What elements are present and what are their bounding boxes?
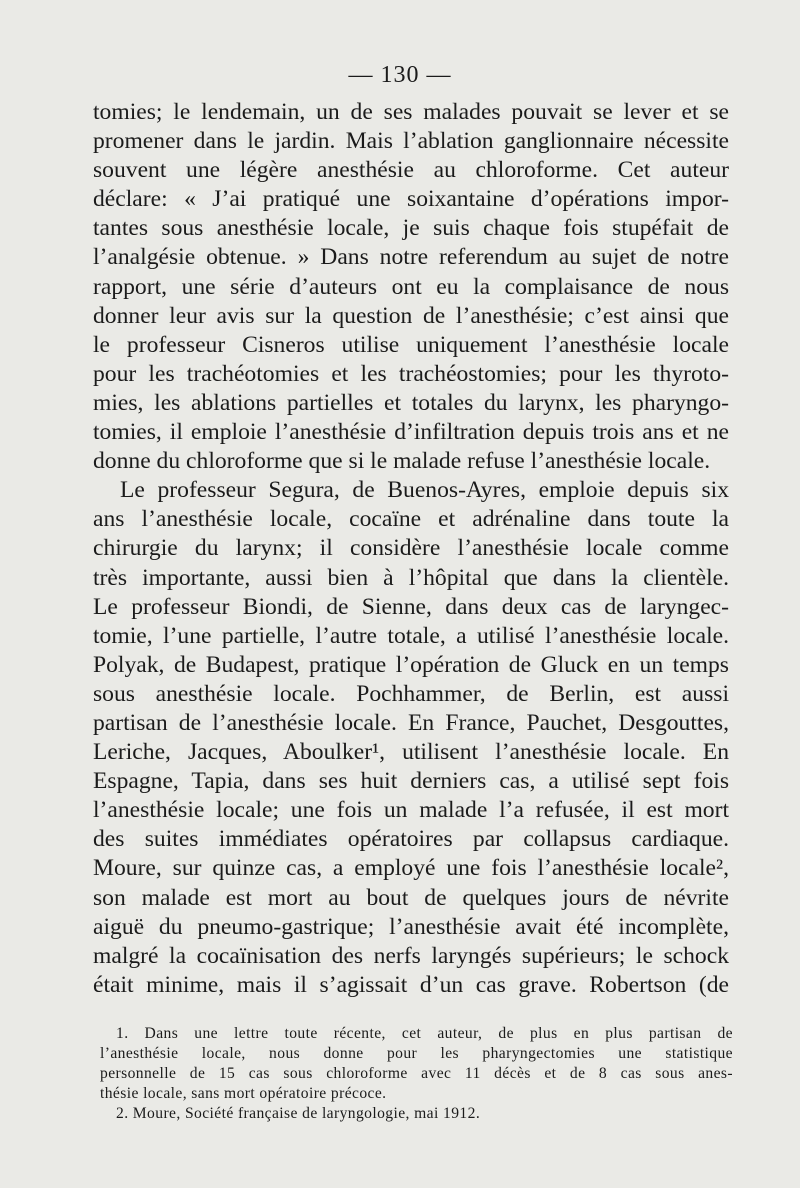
footnote-line: 2. Moure, Société française de laryngologie, mai 1912. bbox=[116, 1105, 481, 1122]
text-line: donne du chloroforme que si le malade refuse l’anesthésie locale. bbox=[93, 448, 711, 475]
footnote-line: personnelle de 15 cas sous chloroforme avec 11 décès et de 8 cas sous anes- bbox=[100, 1065, 733, 1082]
text-line: des suites immédiates opératoires par collapsus cardiaque. bbox=[93, 826, 729, 853]
text-line: ans l’anesthésie locale, cocaïne et adrénaline dans toute la bbox=[93, 506, 729, 533]
text-line: l’analgésie obtenue. » Dans notre referendum au sujet de notre bbox=[93, 244, 729, 271]
body-text bbox=[93, 98, 729, 1000]
text-line: donner leur avis sur la question de l’anesthésie; c’est ainsi que bbox=[93, 302, 729, 329]
text-line: Moure, sur quinze cas, a employé une fois l’anesthésie locale², bbox=[93, 855, 729, 882]
text-line: Polyak, de Budapest, pratique l’opération de Gluck en un temps bbox=[93, 651, 729, 678]
text-line: était minime, mais il s’agissait d’un cas grave. Robertson (de bbox=[93, 971, 729, 998]
footnote-line: thésie locale, sans mort opératoire précoce. bbox=[100, 1085, 387, 1102]
text-line: tomies, il emploie l’anesthésie d’infiltration depuis trois ans et ne bbox=[93, 419, 729, 446]
text-line: Leriche, Jacques, Aboulker¹, utilisent l’anesthésie locale. En bbox=[93, 739, 729, 766]
text-line: rapport, une série d’auteurs ont eu la complaisance de nous bbox=[93, 273, 729, 300]
text-line: chirurgie du larynx; il considère l’anesthésie locale comme bbox=[93, 535, 729, 562]
text-line: aiguë du pneumo-gastrique; l’anesthésie avait été incomplète, bbox=[93, 913, 729, 940]
page-number: — 130 — bbox=[348, 62, 452, 88]
text-line: déclare: « J’ai pratiqué une soixantaine d’opérations impor- bbox=[93, 186, 729, 213]
text-line: Espagne, Tapia, dans ses huit derniers cas, a utilisé sept fois bbox=[93, 768, 729, 795]
text-line: très importante, aussi bien à l’hôpital que dans la clientèle. bbox=[93, 564, 729, 591]
text-line: sous anesthésie locale. Pochhammer, de Berlin, est aussi bbox=[93, 680, 729, 707]
footnote-line: l’anesthésie locale, nous donne pour les pharyngectomies une statistique bbox=[100, 1045, 733, 1062]
text-line: Le professeur Segura, de Buenos-Ayres, emploie depuis six bbox=[120, 477, 729, 504]
text-line: promener dans le jardin. Mais l’ablation ganglionnaire nécessite bbox=[93, 128, 729, 155]
text-line: malgré la cocaïnisation des nerfs laryngés supérieurs; le schock bbox=[93, 942, 729, 969]
text-line: tomies; le lendemain, un de ses malades pouvait se lever et se bbox=[93, 99, 729, 125]
text-line: mies, les ablations partielles et totales du larynx, les pharyngo- bbox=[93, 389, 729, 416]
text-line: pour les trachéotomies et les trachéostomies; pour les thyroto- bbox=[93, 360, 729, 387]
text-line: tantes sous anesthésie locale, je suis chaque fois stupéfait de bbox=[93, 215, 729, 242]
text-line: Le professeur Biondi, de Sienne, dans deux cas de laryngec- bbox=[93, 593, 729, 620]
text-line: son malade est mort au bout de quelques jours de névrite bbox=[93, 884, 729, 911]
text-line: tomie, l’une partielle, l’autre totale, a utilisé l’anesthésie locale. bbox=[93, 622, 729, 649]
footnote-line: 1. Dans une lettre toute récente, cet auteur, de plus en plus partisan de bbox=[116, 1025, 733, 1042]
text-line: partisan de l’anesthésie locale. En France, Pauchet, Desgouttes, bbox=[93, 709, 729, 736]
footnotes bbox=[100, 1024, 733, 1124]
text-line: le professeur Cisneros utilise uniquement l’anesthésie locale bbox=[93, 331, 729, 358]
text-line: souvent une légère anesthésie au chloroforme. Cet auteur bbox=[93, 157, 729, 184]
text-line: l’anesthésie locale; une fois un malade l’a refusée, il est mort bbox=[93, 797, 729, 824]
